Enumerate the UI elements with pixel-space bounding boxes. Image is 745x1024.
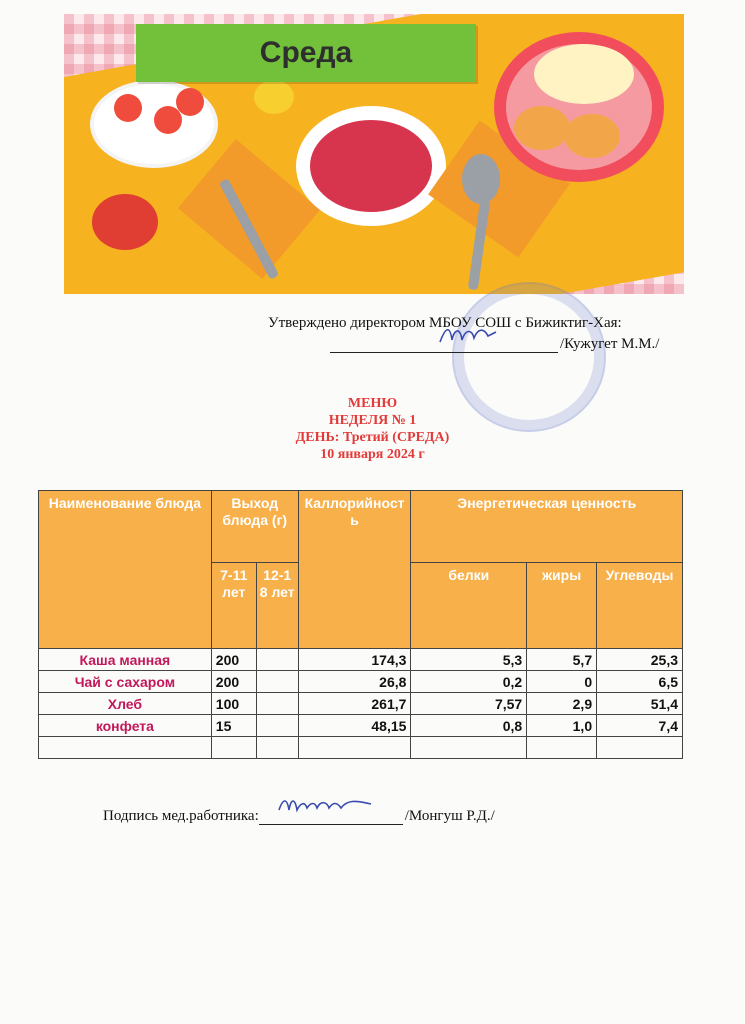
fat: 0 [527,671,597,693]
header-output: Выход блюда (г) [211,491,298,563]
output-7-11: 15 [211,715,256,737]
dish-name [39,737,212,759]
calories: 261,7 [298,693,411,715]
table-row [39,671,683,693]
output-12-18 [256,649,298,671]
header-energy: Энергетическая ценность [411,491,683,563]
banner-illustration [64,14,684,294]
carbs: 25,3 [597,649,683,671]
carbs: 7,4 [597,715,683,737]
dish-name: Каша манная [39,649,212,671]
header-age-7-11: 7-11 лет [211,563,256,649]
week-heading: НЕДЕЛЯ № 1 [328,413,417,428]
cutlet [514,106,570,150]
signature-blank [330,336,558,353]
signature-blank [259,808,403,825]
calories: 174,3 [298,649,411,671]
protein: 0,2 [411,671,527,693]
output-7-11 [211,737,256,759]
nurse-signature [277,792,373,818]
menu-table [38,490,683,759]
header-calories: Каллорийность [298,491,411,649]
salad [534,44,634,104]
table-row [39,649,683,671]
dish-name: конфета [39,715,212,737]
fat: 5,7 [527,649,597,671]
protein: 5,3 [411,649,527,671]
header-dish: Наименование блюда [39,491,212,649]
fat: 1,0 [527,715,597,737]
nurse-name: /Монгуш Р.Д./ [404,808,495,824]
output-7-11: 200 [211,649,256,671]
output-12-18 [256,737,298,759]
table-row [39,693,683,715]
output-7-11: 200 [211,671,256,693]
protein: 7,57 [411,693,527,715]
header-protein: белки [411,563,527,649]
director-signature-line [330,336,659,353]
soup-bowl [296,106,446,226]
day-heading: ДЕНЬ: Третий (СРЕДА) [295,430,450,445]
dish-name: Чай с сахаром [39,671,212,693]
carbs: 6,5 [597,671,683,693]
output-12-18 [256,671,298,693]
protein: 0,8 [411,715,527,737]
spoon [462,154,500,204]
output-12-18 [256,693,298,715]
director-name: /Кужугет М.М./ [560,336,660,352]
sauce-bowl [92,194,158,250]
fat: 2,9 [527,693,597,715]
calories [298,737,411,759]
nurse-label: Подпись мед.работника: [103,808,259,824]
tomato-slice [176,88,204,116]
table-row [39,715,683,737]
tomato-slice [114,94,142,122]
calories: 26,8 [298,671,411,693]
director-signature [438,322,498,348]
calories: 48,15 [298,715,411,737]
dish-name: Хлеб [39,693,212,715]
fat [527,737,597,759]
header-age-12-18: 12-18 лет [256,563,298,649]
menu-heading: МЕНЮ [347,396,398,411]
carbs: 51,4 [597,693,683,715]
date-heading: 10 января 2024 г [320,447,425,462]
banana [254,80,294,114]
banner-title: Среда [136,24,476,82]
header-carbs: Углеводы [597,563,683,649]
nurse-signature-line [103,808,495,825]
header-fat: жиры [527,563,597,649]
protein [411,737,527,759]
approval-text: Утверждено директором МБОУ СОШ с Бижиктиг-Хая: [268,315,622,331]
table-row [39,737,683,759]
output-12-18 [256,715,298,737]
output-7-11: 100 [211,693,256,715]
carbs [597,737,683,759]
cutlet [564,114,620,158]
